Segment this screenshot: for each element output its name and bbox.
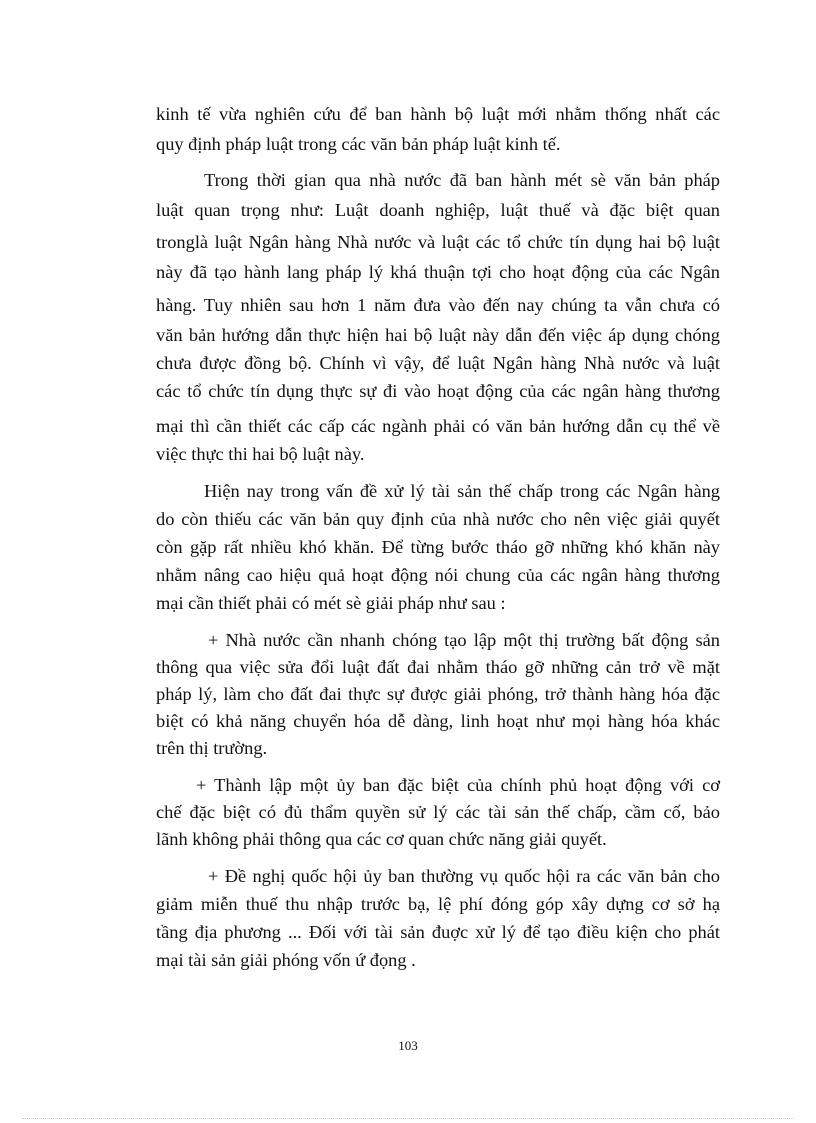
paragraph-line: quy định pháp luật trong các văn bản pháp luật kinh tế.	[156, 134, 561, 154]
paragraph-line: pháp lý, làm cho đất đai thực sự được giải phóng, trở thành hàng hóa đặc	[156, 684, 720, 704]
paragraph-line: giảm miễn thuế thu nhập trước bạ, lệ phí đóng góp xây dựng cơ sở hạ	[156, 894, 720, 914]
paragraph-line: thông qua việc sửa đổi luật đất đai nhằm tháo gỡ những cản trở về mặt	[156, 657, 720, 677]
paragraph-line: mại cần thiết phải có mét sè giải pháp như sau :	[156, 593, 506, 613]
paragraph-line: Trong thời gian qua nhà nước đã ban hành mét sè văn bản pháp	[204, 170, 720, 190]
paragraph-line: này đã tạo hành lang pháp lý khá thuận tợi cho hoạt động của các Ngân	[156, 262, 720, 282]
paragraph-line: + Nhà nước cần nhanh chóng tạo lập một thị trường bất động sản	[208, 630, 720, 650]
paragraph-line: + Thành lập một ủy ban đặc biệt của chính phủ hoạt động với cơ	[196, 775, 720, 795]
paragraph-line: các tổ chức tín dụng thực sự đi vào hoạt động của các ngân hàng thương	[156, 381, 720, 401]
page-number: 103	[398, 1038, 418, 1053]
paragraph-line: do còn thiếu các văn bản quy định của nhà nước cho nên việc giải quyết	[156, 509, 720, 529]
paragraph-line: mại thì cần thiết các cấp các ngành phải có văn bản hướng dẫn cụ thể về	[156, 416, 720, 436]
paragraph-line: nhằm nâng cao hiệu quả hoạt động nói chung của các ngân hàng thương	[156, 565, 720, 585]
paragraph-line: mại tài sản giải phóng vốn ứ đọng .	[156, 950, 416, 970]
paragraph-line: việc thực thi hai bộ luật này.	[156, 444, 365, 464]
paragraph-line: chưa được đồng bộ. Chính vì vậy, để luật Ngân hàng Nhà nước và luật	[156, 353, 720, 373]
paragraph-line: còn gặp rất nhiều khó khăn. Để từng bước tháo gỡ những khó khăn này	[156, 537, 720, 557]
paragraph-line: lãnh không phải thông qua các cơ quan chức năng giải quyết.	[156, 829, 607, 849]
paragraph-line: Hiện nay trong vấn đề xử lý tài sản thế chấp trong các Ngân hàng	[204, 481, 720, 501]
paragraph-line: biệt có khả năng chuyển hóa dễ dàng, linh hoạt như mọi hàng hóa khác	[156, 711, 720, 731]
paragraph-line: + Đề nghị quốc hội ủy ban thường vụ quốc hội ra các văn bản cho	[208, 866, 720, 886]
paragraph-line: chế đặc biệt có đủ thẩm quyền sử lý các tài sản thế chấp, cầm cố, bảo	[156, 802, 720, 822]
paragraph-line: trên thị trường.	[156, 738, 268, 758]
paragraph-line: hàng. Tuy nhiên sau hơn 1 năm đưa vào đến nay chúng ta vẫn chưa có	[156, 295, 720, 315]
paragraph-line: tầng địa phương ... Đối với tài sản đuợc xử lý để tạo điều kiện cho phát	[156, 922, 720, 942]
paragraph-line: kinh tế vừa nghiên cứu để ban hành bộ luật mới nhằm thống nhất các	[156, 104, 720, 124]
paragraph-line: văn bản hướng dẫn thực hiện hai bộ luật này dẫn đến việc áp dụng chóng	[156, 325, 720, 345]
paragraph-line: tronglà luật Ngân hàng Nhà nước và luật các tổ chức tín dụng hai bộ luật	[156, 232, 720, 252]
paragraph-line: luật quan trọng như: Luật doanh nghiệp, luật thuế và đặc biệt quan	[156, 200, 720, 220]
page-bottom-divider	[22, 1118, 794, 1119]
